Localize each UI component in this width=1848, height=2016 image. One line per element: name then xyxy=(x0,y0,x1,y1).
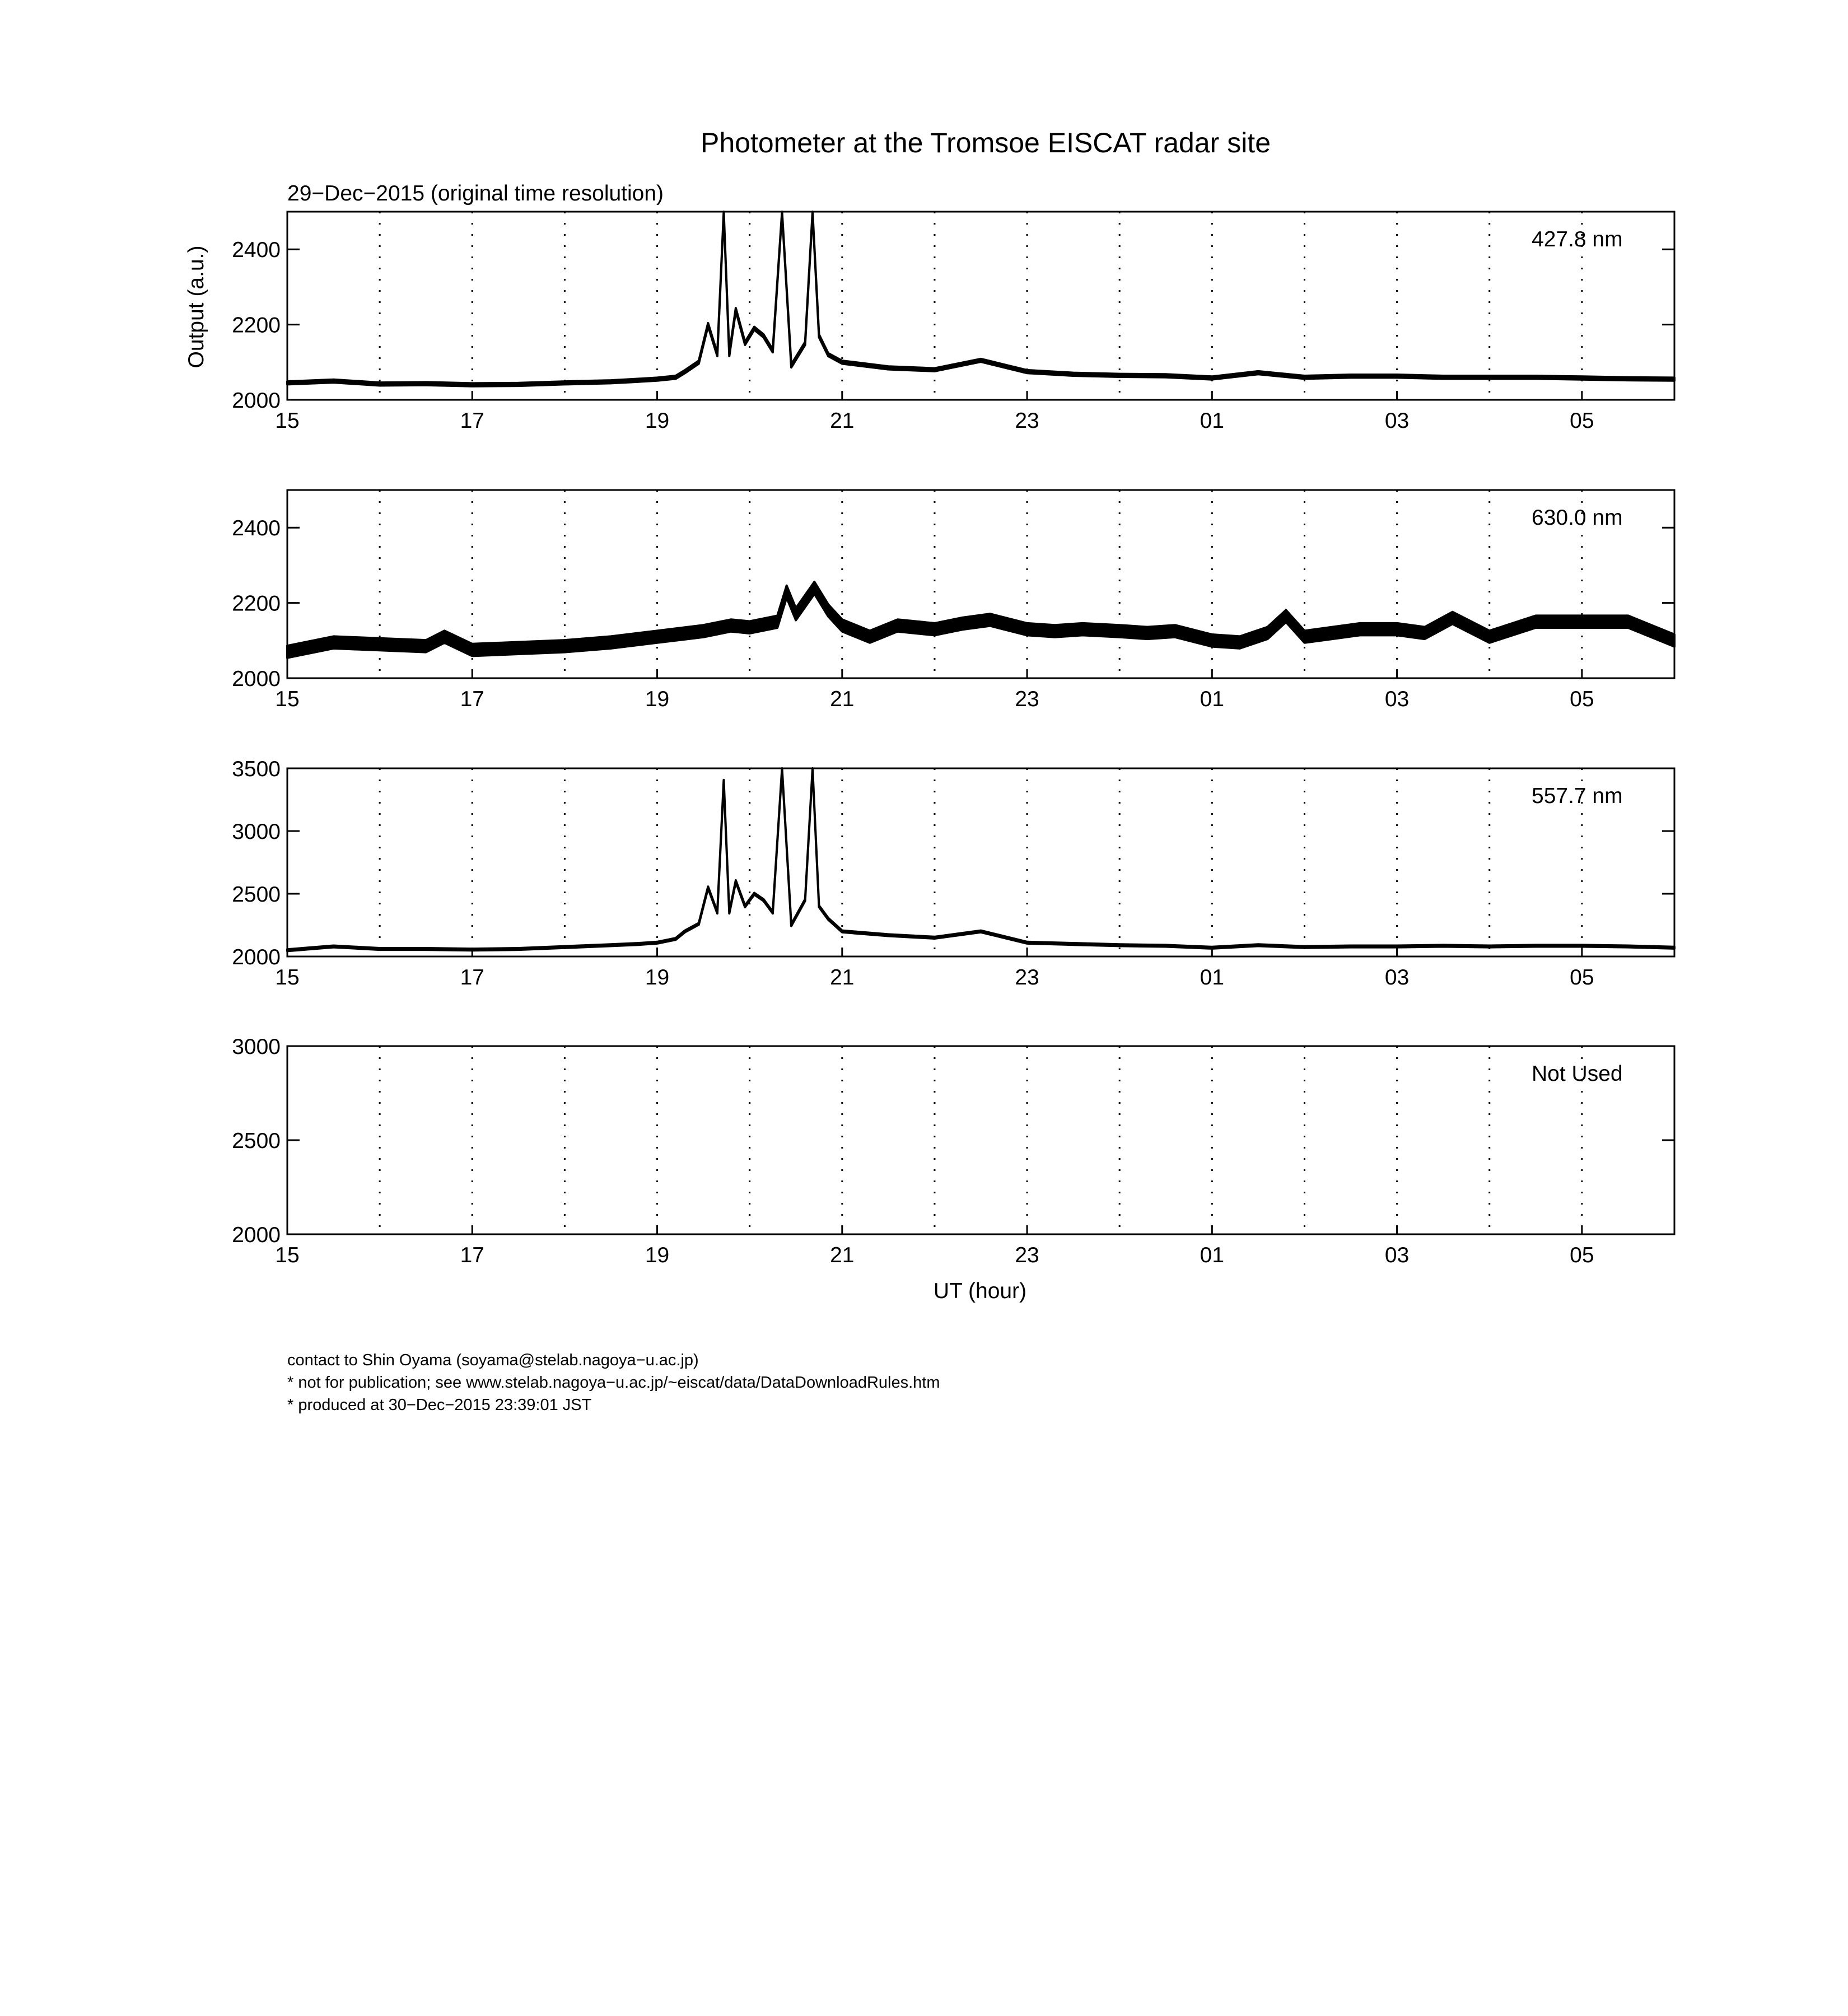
plot-frame xyxy=(287,768,1674,956)
x-tick-label: 21 xyxy=(830,687,855,711)
x-tick-label: 17 xyxy=(460,1243,484,1267)
y-tick-label: 2000 xyxy=(232,667,281,691)
x-tick-label: 03 xyxy=(1384,409,1410,433)
y-tick-label: 3000 xyxy=(232,820,281,844)
x-tick-label: 15 xyxy=(275,965,300,990)
x-tick-label: 05 xyxy=(1570,687,1594,711)
x-tick-label: 23 xyxy=(1015,1243,1039,1267)
x-tick-label: 17 xyxy=(460,965,484,990)
x-tick-label: 19 xyxy=(645,687,670,711)
x-tick-label: 05 xyxy=(1570,965,1594,990)
series-band xyxy=(287,582,1674,658)
panel-1 xyxy=(232,212,1674,433)
panels xyxy=(232,212,1674,1267)
wavelength-label: 630.0 nm xyxy=(1532,506,1623,530)
x-tick-label: 17 xyxy=(460,409,484,433)
x-tick-label: 05 xyxy=(1570,409,1594,433)
x-tick-label: 19 xyxy=(645,409,670,433)
wavelength-label: Not Used xyxy=(1532,1062,1623,1086)
wavelength-label: 557.7 nm xyxy=(1532,784,1623,808)
y-tick-label: 2000 xyxy=(232,945,281,969)
x-tick-label: 23 xyxy=(1015,409,1039,433)
x-tick-label: 01 xyxy=(1200,1243,1225,1267)
panel-3 xyxy=(232,757,1674,990)
x-tick-label: 21 xyxy=(830,965,855,990)
x-tick-label: 15 xyxy=(275,409,300,433)
x-tick-label: 21 xyxy=(830,409,855,433)
series-band xyxy=(287,212,1674,386)
series-band xyxy=(287,768,1674,951)
x-tick-label: 15 xyxy=(275,1243,300,1267)
y-tick-label: 2000 xyxy=(232,389,281,413)
x-tick-label: 03 xyxy=(1384,965,1410,990)
x-tick-label: 01 xyxy=(1200,687,1225,711)
y-tick-label: 2500 xyxy=(232,883,281,907)
y-tick-label: 3000 xyxy=(232,1035,281,1059)
footer-notice: * not for publication; see www.stelab.nagoya−u.ac.jp/~eiscat/data/DataDownloadRules.htm xyxy=(287,1374,940,1392)
plot-frame xyxy=(287,212,1674,400)
y-tick-label: 2200 xyxy=(232,591,281,616)
x-tick-label: 03 xyxy=(1384,687,1410,711)
x-tick-label: 19 xyxy=(645,1243,670,1267)
y-tick-label: 2200 xyxy=(232,313,281,338)
x-tick-label: 15 xyxy=(275,687,300,711)
panel-2 xyxy=(232,490,1674,711)
x-tick-label: 23 xyxy=(1015,687,1039,711)
x-tick-label: 03 xyxy=(1384,1243,1410,1267)
footer-contact: contact to Shin Oyama (soyama@stelab.nagoya−u.ac.jp) xyxy=(287,1351,699,1369)
chart-subtitle: 29−Dec−2015 (original time resolution) xyxy=(287,181,664,206)
panel-4 xyxy=(232,1035,1674,1267)
x-tick-label: 23 xyxy=(1015,965,1039,990)
chart-title: Photometer at the Tromsoe EISCAT radar site xyxy=(700,127,1271,158)
y-tick-label: 2400 xyxy=(232,516,281,541)
x-tick-label: 21 xyxy=(830,1243,855,1267)
x-tick-label: 05 xyxy=(1570,1243,1594,1267)
footer-produced: * produced at 30−Dec−2015 23:39:01 JST xyxy=(287,1396,592,1414)
x-tick-label: 19 xyxy=(645,965,670,990)
x-tick-label: 01 xyxy=(1200,409,1225,433)
y-tick-label: 2400 xyxy=(232,238,281,263)
plot-frame xyxy=(287,1046,1674,1234)
y-axis-label: Output (a.u.) xyxy=(184,245,208,368)
x-axis-label: UT (hour) xyxy=(933,1279,1027,1303)
wavelength-label: 427.8 nm xyxy=(1532,227,1623,251)
x-tick-label: 17 xyxy=(460,687,484,711)
y-tick-label: 2500 xyxy=(232,1129,281,1153)
y-tick-label: 2000 xyxy=(232,1223,281,1247)
x-tick-label: 01 xyxy=(1200,965,1225,990)
y-tick-label: 3500 xyxy=(232,757,281,781)
